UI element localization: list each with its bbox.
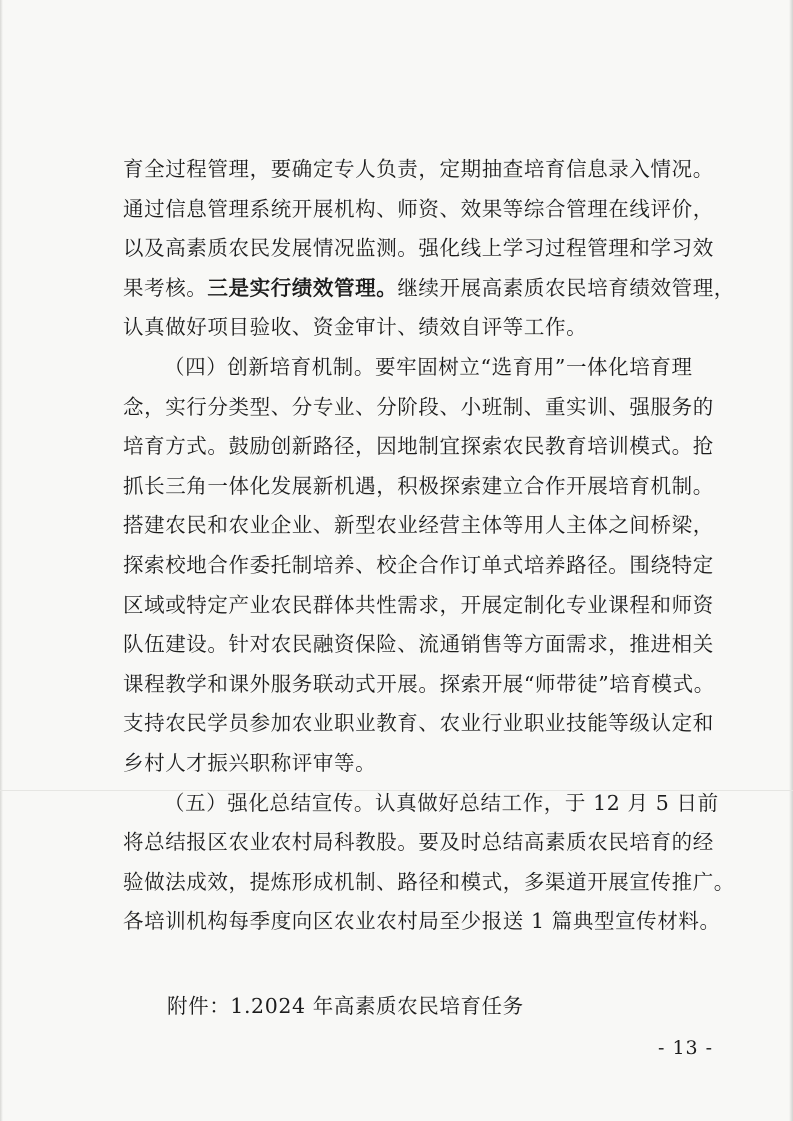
paragraph-performance-management xyxy=(123,150,735,348)
text-line: 搭建农民和农业企业、新型农业经营主体等用人主体之间桥梁， xyxy=(123,513,714,538)
text-segment: 继续开展高素质农民培育绩效管理， xyxy=(397,275,735,300)
text-line: 支持农民学员参加农业职业教育、农业行业职业技能等级认定和 xyxy=(123,711,714,736)
document-body xyxy=(123,150,735,942)
text-line: 乡村人才振兴职称评审等。 xyxy=(123,750,377,775)
text-line: 抓长三角一体化发展新机遇，积极探索建立合作开展培育机制。 xyxy=(123,473,714,498)
scan-edge-right xyxy=(789,0,793,1121)
text-line: 区域或特定产业农民群体共性需求，开展定制化专业课程和师资 xyxy=(123,592,714,617)
page-number: - 13 - xyxy=(658,1037,714,1059)
bold-heading-segment: 三是实行绩效管理。 xyxy=(207,275,398,300)
paragraph-summary-publicity xyxy=(123,784,735,942)
section-heading-line: （四）创新培育机制。要牢固树立“选育用”一体化培育理 xyxy=(164,354,693,379)
text-line: 念，实行分类型、分专业、分阶段、小班制、重实训、强服务的 xyxy=(123,394,714,419)
text-line: 课程教学和课外服务联动式开展。探索开展“师带徒”培育模式。 xyxy=(123,671,715,696)
paragraph-innovate-training-mechanism xyxy=(123,348,713,784)
text-line: 以及高素质农民发展情况监测。强化线上学习过程管理和学习效 xyxy=(123,236,714,261)
text-line: 认真做好项目验收、资金审计、绩效自评等工作。 xyxy=(123,315,588,340)
text-line: 将总结报区农业农村局科教股。要及时总结高素质农民培育的经 xyxy=(123,830,714,855)
text-line: 队伍建设。针对农民融资保险、流通销售等方面需求，推进相关 xyxy=(123,632,714,657)
text-segment: 果考核。 xyxy=(123,275,208,300)
text-line-with-bold xyxy=(123,269,735,309)
attachment-note: 附件：1.2024 年高素质农民培育任务 xyxy=(167,994,524,1018)
text-line: 探索校地合作委托制培养、校企合作订单式培养路径。围绕特定 xyxy=(123,552,714,577)
text-line: 培育方式。鼓励创新路径，因地制宜探索农民教育培训模式。抢 xyxy=(123,434,714,459)
section-heading-line: （五）强化总结宣传。认真做好总结工作，于 12 月 5 日前 xyxy=(164,790,719,815)
text-line: 育全过程管理，要确定专人负责，定期抽查培育信息录入情况。 xyxy=(123,157,714,181)
text-line: 验做法成效，提炼形成机制、路径和模式，多渠道开展宣传推广。 xyxy=(123,869,735,894)
scan-edge-left xyxy=(0,0,3,1121)
text-line: 各培训机构每季度向区农业农村局至少报送 1 篇典型宣传材料。 xyxy=(123,909,721,934)
text-line: 通过信息管理系统开展机构、师资、效果等综合管理在线评价， xyxy=(123,196,714,221)
